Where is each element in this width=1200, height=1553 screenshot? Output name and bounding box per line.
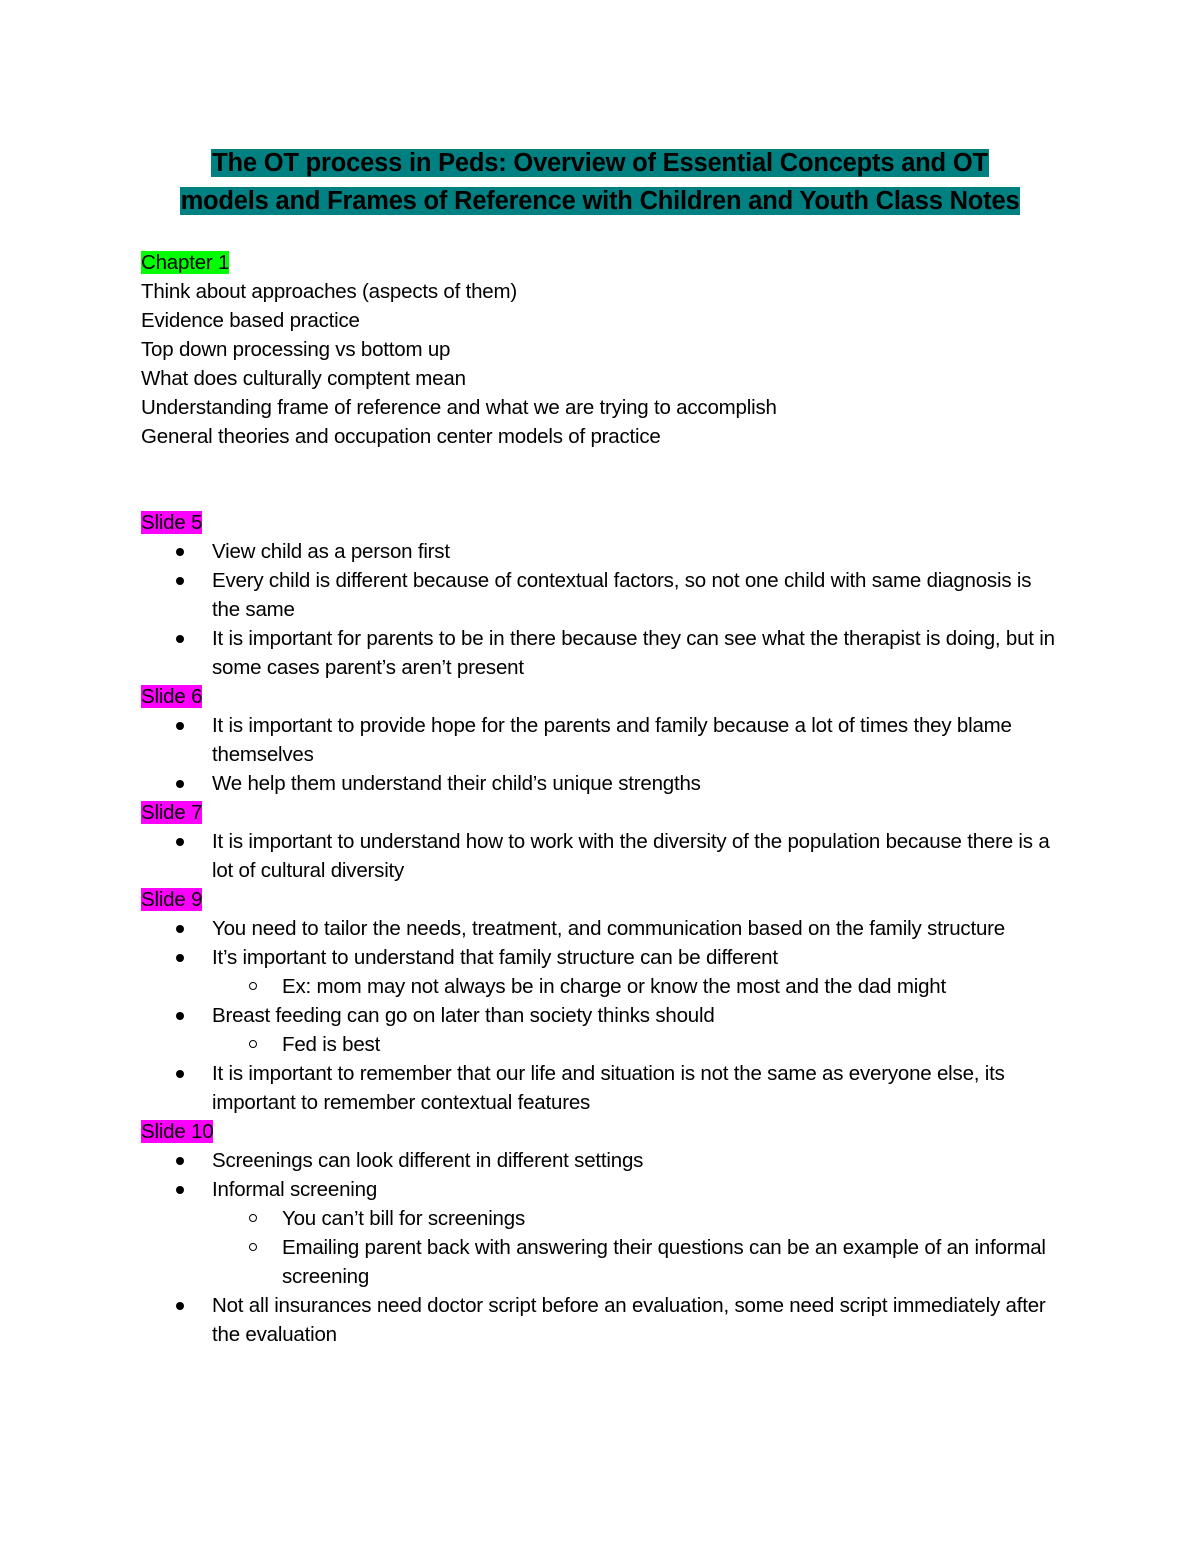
list-item: You need to tailor the needs, treatment, and communication based on the family structure [141,914,1061,943]
chapter-heading: Chapter 1 [141,251,230,274]
slide-6-list [141,711,1061,798]
slide-7-heading: Slide 7 [141,801,203,824]
chapter-line: Top down processing vs bottom up [141,338,451,361]
title-line-2: models and Frames of Reference with Children and Youth Class Notes [180,187,1020,215]
slide-6-heading: Slide 6 [141,685,203,708]
slide-7-list [141,827,1061,885]
section-gap [141,451,1061,508]
sub-list-item: Ex: mom may not always be in charge or know the most and the dad might [141,972,1061,1001]
chapter-line: Understanding frame of reference and what we are trying to accomplish [141,396,777,419]
slide-5-list [141,537,1061,682]
slide-9-heading: Slide 9 [141,888,203,911]
chapter-line: Evidence based practice [141,309,360,332]
document-title [0,144,1200,220]
chapter-line: Think about approaches (aspects of them) [141,280,518,303]
sub-list-item: Emailing parent back with answering their questions can be an example of an informal screening [141,1233,1061,1291]
slide-9-list [141,914,1061,1117]
list-item: It is important to remember that our life and situation is not the same as everyone else, its important to remember contextual features [141,1059,1061,1117]
slide-10-list [141,1146,1061,1349]
list-item: Screenings can look different in different settings [141,1146,1061,1175]
sub-list-item: You can’t bill for screenings [141,1204,1061,1233]
title-line-1: The OT process in Peds: Overview of Essential Concepts and OT [212,149,988,177]
slide-5-heading: Slide 5 [141,511,203,534]
list-item: It is important to provide hope for the parents and family because a lot of times they blame themselves [141,711,1061,769]
list-item: It’s important to understand that family structure can be different [141,943,1061,972]
list-item: Breast feeding can go on later than society thinks should [141,1001,1061,1030]
list-item: It is important to understand how to work with the diversity of the population because there is a lot of cultural diversity [141,827,1061,885]
list-item: Not all insurances need doctor script before an evaluation, some need script immediately after the evaluation [141,1291,1061,1349]
chapter-line: General theories and occupation center models of practice [141,425,661,448]
chapter-line: What does culturally comptent mean [141,367,466,390]
list-item: It is important for parents to be in there because they can see what the therapist is doing, but in some cases parent’s aren’t present [141,624,1061,682]
document-body [141,248,1061,1349]
list-item: Informal screening [141,1175,1061,1204]
sub-list-item: Fed is best [141,1030,1061,1059]
list-item: We help them understand their child’s unique strengths [141,769,1061,798]
slide-10-heading: Slide 10 [141,1120,214,1143]
list-item: Every child is different because of contextual factors, so not one child with same diagnosis is the same [141,566,1061,624]
list-item: View child as a person first [141,537,1061,566]
